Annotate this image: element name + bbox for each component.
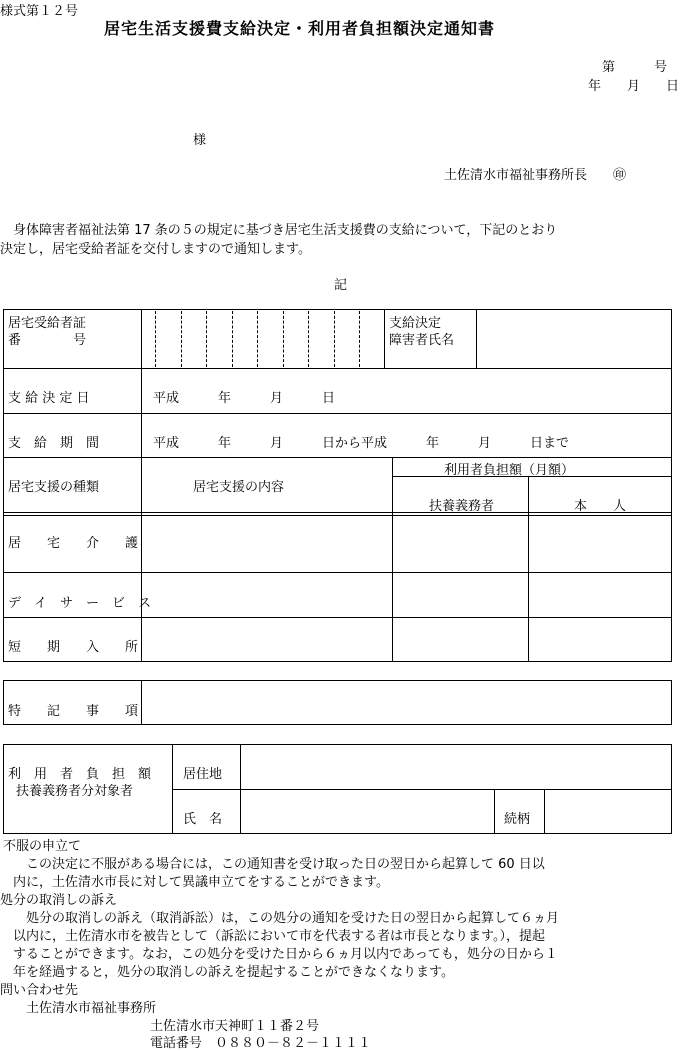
supporter-header: 扶養義務者 [429,499,495,514]
cert-number-label-2: 番 号 [8,333,87,348]
document-date: 年 月 日 [588,79,680,94]
intro-line-1: 身体障害者福祉法第 17 条の５の規定に基づき居宅生活支援費の支給について，下記のとおり [0,223,558,238]
support-content-header: 居宅支援の内容 [193,480,285,495]
burden-header: 利用者負担額（月額） [444,463,575,478]
lawsuit-line-2: 以内に，土佐清水市を被告として（訴訟において市を代表する者は市長となります。），提起 [0,929,545,944]
form-number: 様式第１２号 [0,4,79,19]
cert-number-label-1: 居宅受給者証 [8,316,87,331]
lawsuit-line-1: 処分の取消しの訴え（取消訴訟）は，この処分の通知を受けた日の翌日から起算して６ヵ月 [0,911,560,926]
contact-phone: 電話番号 ０８８０－８２－１１１１ [150,1036,372,1051]
contact-heading: 問い合わせ先 [0,983,79,998]
lawsuit-heading: 処分の取消しの訴え [0,893,118,908]
period-label: 支 給 期 間 [8,436,100,451]
issuer: 土佐清水市福祉事務所長 ㊞ [444,168,627,183]
lawsuit-line-4: 年を経過すると，処分の取消しの訴えを提起することができなくなります。 [0,965,454,980]
document-number: 第 号 [602,60,668,75]
intro-line-2: 決定し，居宅受給者証を交付しますので通知します。 [0,242,311,257]
self-header: 本 人 [574,499,627,514]
row-short-stay: 短 期 入 所 [8,640,139,655]
support-type-header: 居宅支援の種類 [8,480,100,495]
relation-label: 続柄 [504,812,531,827]
notes-label: 特 記 事 項 [8,704,139,719]
contact-address: 土佐清水市天神町１１番２号 [150,1019,320,1034]
row-home-care: 居 宅 介 護 [8,536,139,551]
row-day-service: デ イ サ ー ビ ス [8,596,152,611]
decision-date-label: 支 給 決 定 日 [8,391,90,406]
person-name-label-2: 障害者氏名 [389,333,455,348]
recipient-suffix: 様 [193,133,207,148]
person-name-label-1: 支給決定 [389,316,442,331]
document-title: 居宅生活支援費支給決定・利用者負担額決定通知書 [104,19,496,38]
appeal-heading: 不服の申立て [3,839,82,854]
address-label: 居住地 [183,767,223,782]
decision-date-value: 平成 年 月 日 [153,391,336,406]
burden-target-label-2: 扶養義務者分対象者 [16,784,134,799]
contact-office: 土佐清水市福祉事務所 [0,1001,157,1016]
appeal-line-1: この決定に不服がある場合には，この通知書を受け取った日の翌日から起算して 60 日以 [0,857,545,872]
burden-target-label-1: 利 用 者 負 担 額 [8,767,152,782]
name-label: 氏 名 [183,812,223,827]
ki-marker: 記 [334,278,348,293]
lawsuit-line-3: することができます。なお，この処分を受けた日から６ヵ月以内であっても，処分の日から１ [0,947,558,962]
appeal-line-2: 内に，土佐清水市長に対して異議申立てをすることができます。 [0,875,389,890]
period-value: 平成 年 月 日から平成 年 月 日まで [153,436,570,451]
